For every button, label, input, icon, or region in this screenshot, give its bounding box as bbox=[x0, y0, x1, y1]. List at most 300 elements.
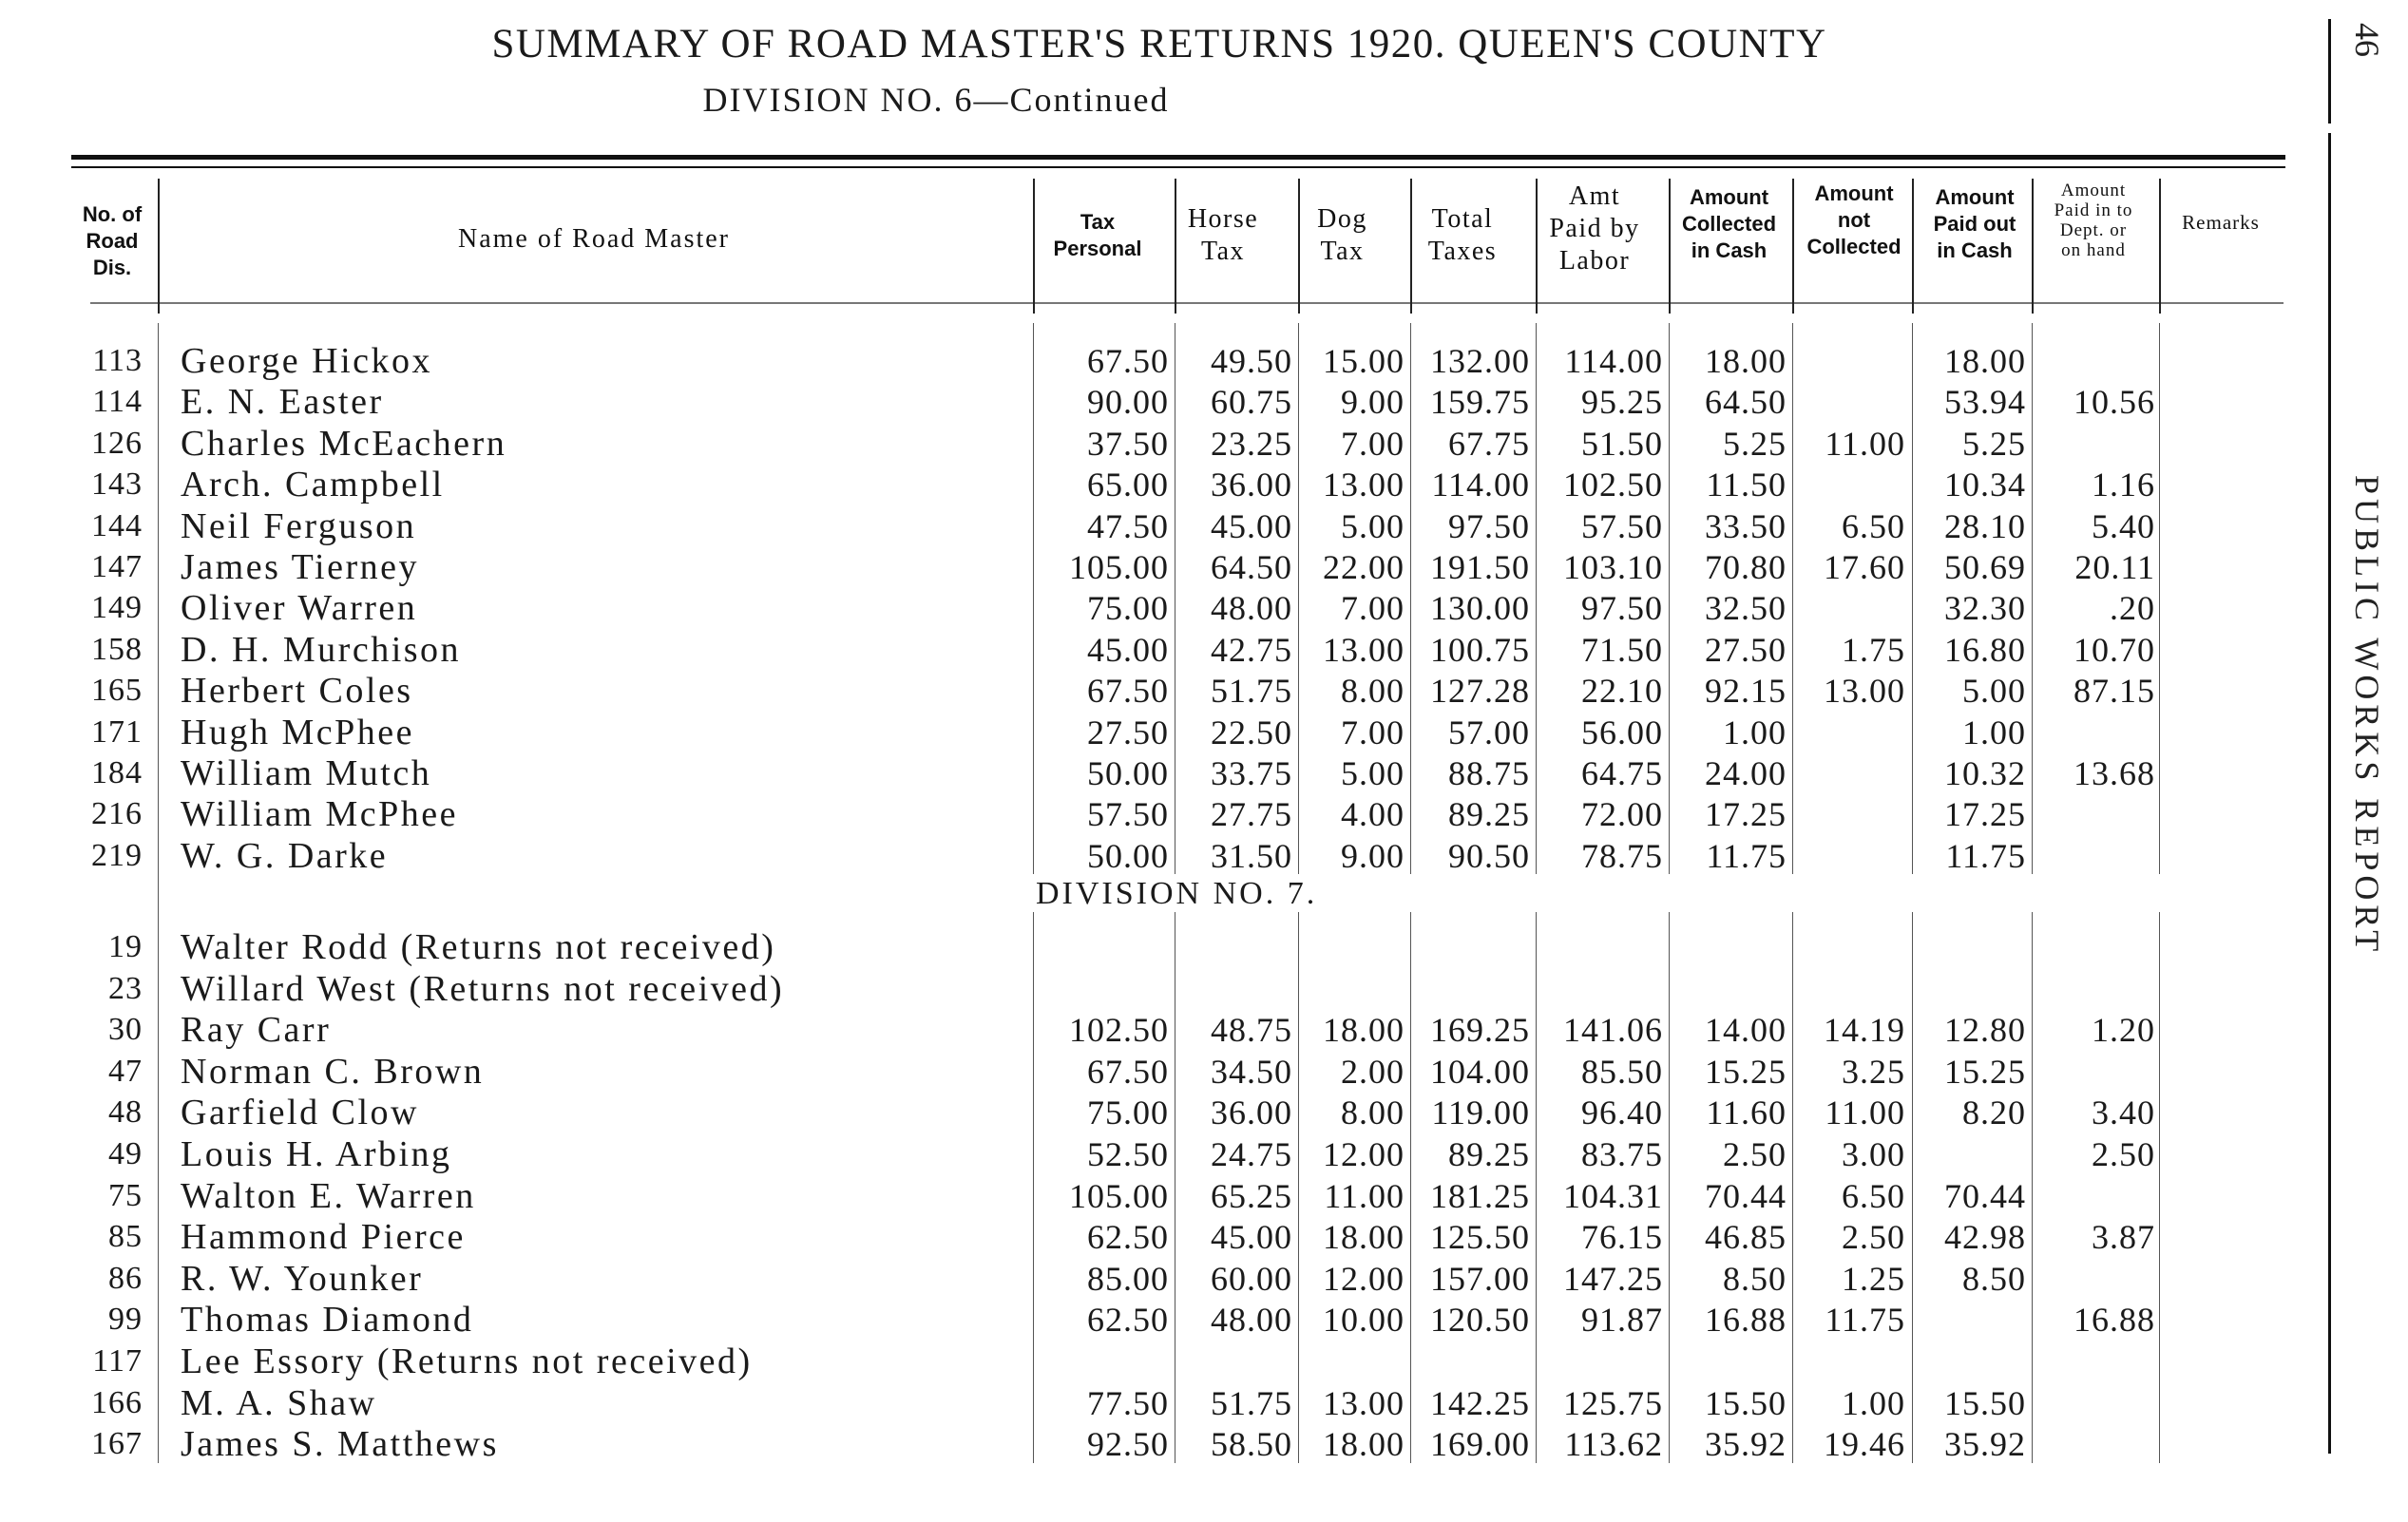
cell-dt: 22.00 bbox=[1323, 548, 1405, 586]
column-rule bbox=[1912, 179, 1914, 314]
cell-lab: 96.40 bbox=[1581, 1094, 1663, 1132]
table-row bbox=[0, 793, 2281, 835]
cell-po: 32.30 bbox=[1944, 589, 2026, 628]
road-district-number: 184 bbox=[91, 755, 143, 790]
table-row bbox=[0, 546, 2281, 588]
cell-lab: 56.00 bbox=[1581, 713, 1663, 751]
cell-tt: 157.00 bbox=[1430, 1259, 1530, 1298]
table-row bbox=[0, 670, 2281, 712]
col-header-total-taxes bbox=[1402, 203, 1523, 268]
cell-lab: 76.15 bbox=[1581, 1218, 1663, 1257]
cell-col: 11.75 bbox=[1706, 836, 1787, 875]
road-master-name: Ray Carr bbox=[181, 1010, 332, 1051]
cell-tp: 50.00 bbox=[1087, 836, 1169, 875]
cell-col: 15.50 bbox=[1705, 1383, 1787, 1422]
cell-col: 14.00 bbox=[1705, 1011, 1787, 1050]
table-row bbox=[0, 1216, 2281, 1258]
cell-tt: 132.00 bbox=[1430, 342, 1530, 380]
col-header-line: Amount bbox=[1689, 185, 1769, 209]
cell-po: 50.69 bbox=[1944, 548, 2026, 586]
table-row bbox=[0, 629, 2281, 671]
cell-dt: 5.00 bbox=[1341, 506, 1405, 545]
cell-dt: 12.00 bbox=[1323, 1135, 1405, 1173]
cell-po: 15.25 bbox=[1944, 1052, 2026, 1091]
road-district-number: 117 bbox=[92, 1343, 143, 1379]
road-district-number: 86 bbox=[108, 1260, 143, 1296]
col-header-line: on hand bbox=[2061, 240, 2126, 260]
cell-tp: 77.50 bbox=[1087, 1383, 1169, 1422]
cell-dt: 13.00 bbox=[1323, 1383, 1405, 1422]
cell-tp: 67.50 bbox=[1087, 672, 1169, 711]
cell-lab: 141.06 bbox=[1563, 1011, 1663, 1050]
cell-col: 46.85 bbox=[1705, 1218, 1787, 1257]
cell-dep: 87.15 bbox=[2074, 672, 2155, 711]
cell-col: 32.50 bbox=[1705, 589, 1787, 628]
cell-dt: 10.00 bbox=[1323, 1301, 1405, 1340]
col-header-line: Tax bbox=[1080, 210, 1116, 234]
col-header-line: Amount bbox=[1935, 185, 2015, 209]
cell-tp: 90.00 bbox=[1087, 383, 1169, 422]
cell-po: 10.34 bbox=[1944, 466, 2026, 504]
col-header-line: Dog bbox=[1317, 204, 1367, 234]
road-district-number: 165 bbox=[91, 673, 143, 709]
cell-lab: 51.50 bbox=[1581, 424, 1663, 463]
cell-tt: 169.00 bbox=[1430, 1425, 1530, 1464]
cell-nc: 11.00 bbox=[1825, 1094, 1905, 1132]
road-district-number: 158 bbox=[91, 631, 143, 667]
col-header-line: Amount bbox=[2060, 181, 2127, 200]
side-rule-bottom bbox=[2328, 133, 2331, 1064]
column-rule bbox=[158, 179, 160, 314]
cell-dep: 13.68 bbox=[2074, 754, 2155, 792]
col-header-remarks: Remarks bbox=[2182, 211, 2260, 234]
cell-col: 24.00 bbox=[1705, 754, 1787, 792]
road-district-number: 49 bbox=[108, 1136, 143, 1171]
road-district-number: 166 bbox=[91, 1384, 143, 1420]
cell-po: 8.50 bbox=[1962, 1259, 2026, 1298]
cell-nc: 11.75 bbox=[1825, 1301, 1905, 1340]
cell-dt: 2.00 bbox=[1341, 1052, 1405, 1091]
table-row bbox=[0, 835, 2281, 877]
cell-dep: 10.70 bbox=[2074, 630, 2155, 669]
cell-dep: 20.11 bbox=[2074, 548, 2155, 586]
cell-col: 11.50 bbox=[1706, 466, 1787, 504]
cell-nc: 11.00 bbox=[1825, 424, 1905, 463]
road-district-number: 167 bbox=[91, 1426, 143, 1462]
cell-tp: 27.50 bbox=[1087, 713, 1169, 751]
cell-nc: 6.50 bbox=[1842, 1176, 1905, 1215]
cell-tt: 89.25 bbox=[1448, 795, 1530, 834]
col-header-dis-line: Road bbox=[86, 229, 139, 253]
cell-nc: 19.46 bbox=[1824, 1425, 1905, 1464]
cell-dt: 8.00 bbox=[1341, 1094, 1405, 1132]
road-master-name: Walter Rodd (Returns not received) bbox=[181, 927, 776, 967]
cell-dt: 12.00 bbox=[1323, 1259, 1405, 1298]
header-divider bbox=[90, 302, 2284, 304]
cell-po: 12.80 bbox=[1944, 1011, 2026, 1050]
cell-ht: 60.75 bbox=[1211, 383, 1292, 422]
cell-nc: 13.00 bbox=[1824, 672, 1905, 711]
cell-dep: 1.20 bbox=[2092, 1011, 2155, 1050]
road-district-number: 99 bbox=[108, 1302, 143, 1338]
table-row bbox=[0, 464, 2281, 505]
cell-dt: 7.00 bbox=[1341, 713, 1405, 751]
table-row bbox=[0, 381, 2281, 423]
cell-dt: 18.00 bbox=[1323, 1218, 1405, 1257]
road-master-name: Louis H. Arbing bbox=[181, 1134, 452, 1174]
col-header-line: Collected bbox=[1681, 212, 1777, 236]
cell-nc: 6.50 bbox=[1842, 506, 1905, 545]
table-row bbox=[0, 1299, 2281, 1341]
cell-lab: 95.25 bbox=[1581, 383, 1663, 422]
table-row bbox=[0, 968, 2281, 1010]
road-district-number: 30 bbox=[108, 1012, 143, 1048]
col-header-line: Dept. or bbox=[2059, 220, 2128, 240]
col-header-line: Tax bbox=[1200, 237, 1246, 266]
road-district-number: 144 bbox=[91, 507, 143, 543]
header-rule-top bbox=[71, 155, 2285, 160]
cell-dt: 7.00 bbox=[1341, 424, 1405, 463]
road-district-number: 19 bbox=[108, 929, 143, 964]
cell-tp: 37.50 bbox=[1087, 424, 1169, 463]
road-district-number: 219 bbox=[91, 837, 143, 873]
column-rule bbox=[1298, 179, 1300, 314]
cell-nc: 1.25 bbox=[1842, 1259, 1905, 1298]
cell-ht: 51.75 bbox=[1211, 1383, 1292, 1422]
cell-tp: 65.00 bbox=[1087, 466, 1169, 504]
cell-tt: 104.00 bbox=[1430, 1052, 1530, 1091]
cell-po: 11.75 bbox=[1945, 836, 2026, 875]
col-header-amt-paid-labor bbox=[1528, 181, 1661, 277]
cell-tp: 62.50 bbox=[1087, 1301, 1169, 1340]
cell-ht: 23.25 bbox=[1211, 424, 1292, 463]
cell-dt: 18.00 bbox=[1323, 1425, 1405, 1464]
cell-dt: 15.00 bbox=[1323, 342, 1405, 380]
cell-ht: 48.75 bbox=[1211, 1011, 1292, 1050]
col-header-dis-line: Dis. bbox=[92, 256, 132, 279]
cell-tt: 119.00 bbox=[1431, 1094, 1530, 1132]
road-master-name: Oliver Warren bbox=[181, 588, 418, 629]
cell-po: 35.92 bbox=[1944, 1425, 2026, 1464]
table-row bbox=[0, 587, 2281, 629]
cell-dt: 13.00 bbox=[1323, 630, 1405, 669]
cell-col: 33.50 bbox=[1705, 506, 1787, 545]
cell-ht: 27.75 bbox=[1211, 795, 1292, 834]
table-row bbox=[0, 505, 2281, 547]
cell-po: 5.00 bbox=[1962, 672, 2026, 711]
cell-ht: 42.75 bbox=[1211, 630, 1292, 669]
road-district-number: 143 bbox=[91, 466, 143, 503]
cell-tt: 181.25 bbox=[1430, 1176, 1530, 1215]
cell-ht: 64.50 bbox=[1211, 548, 1292, 586]
cell-lab: 114.00 bbox=[1564, 342, 1663, 380]
col-header-line: Horse bbox=[1187, 204, 1259, 234]
road-master-name: Lee Essory (Returns not received) bbox=[181, 1341, 753, 1381]
table-row bbox=[0, 926, 2281, 968]
cell-lab: 57.50 bbox=[1581, 506, 1663, 545]
cell-tt: 90.50 bbox=[1448, 836, 1530, 875]
col-header-line: Collected bbox=[1806, 235, 1902, 258]
cell-ht: 34.50 bbox=[1211, 1052, 1292, 1091]
road-master-name: D. H. Murchison bbox=[181, 629, 462, 670]
col-header-line: Paid out bbox=[1933, 212, 2016, 236]
column-rule bbox=[1410, 179, 1412, 314]
cell-tt: 191.50 bbox=[1430, 548, 1530, 586]
road-district-number: 149 bbox=[91, 590, 143, 626]
cell-po: 8.20 bbox=[1962, 1094, 2026, 1132]
cell-dt: 9.00 bbox=[1341, 383, 1405, 422]
cell-nc: 17.60 bbox=[1824, 548, 1905, 586]
road-master-name: Willard West (Returns not received) bbox=[181, 968, 785, 1009]
col-header-line: Personal bbox=[1053, 237, 1142, 260]
road-master-name: William Mutch bbox=[181, 753, 432, 793]
col-header-line: Tax bbox=[1320, 237, 1365, 266]
cell-tp: 67.50 bbox=[1087, 342, 1169, 380]
column-rule bbox=[1175, 179, 1176, 314]
road-district-number: 75 bbox=[108, 1177, 143, 1213]
cell-col: 2.50 bbox=[1723, 1135, 1787, 1173]
cell-tp: 57.50 bbox=[1087, 795, 1169, 834]
road-master-name: Thomas Diamond bbox=[181, 1300, 474, 1341]
cell-tt: 127.28 bbox=[1430, 672, 1530, 711]
cell-ht: 48.00 bbox=[1211, 1301, 1292, 1340]
cell-dep: 2.50 bbox=[2092, 1135, 2155, 1173]
cell-col: 15.25 bbox=[1705, 1052, 1787, 1091]
road-district-number: 85 bbox=[108, 1219, 143, 1255]
cell-lab: 104.31 bbox=[1563, 1176, 1663, 1215]
table-row bbox=[0, 1009, 2281, 1051]
road-district-number: 171 bbox=[91, 713, 143, 750]
cell-tp: 45.00 bbox=[1087, 630, 1169, 669]
cell-ht: 65.25 bbox=[1211, 1176, 1292, 1215]
cell-ht: 60.00 bbox=[1211, 1259, 1292, 1298]
road-master-name: W. G. Darke bbox=[181, 835, 389, 876]
cell-tp: 75.00 bbox=[1087, 1094, 1169, 1132]
page-number: 46 bbox=[2348, 23, 2386, 57]
table-row bbox=[0, 752, 2281, 794]
cell-nc: 3.25 bbox=[1842, 1052, 1905, 1091]
cell-lab: 125.75 bbox=[1563, 1383, 1663, 1422]
cell-dt: 8.00 bbox=[1341, 672, 1405, 711]
cell-tt: 120.50 bbox=[1430, 1301, 1530, 1340]
cell-dt: 4.00 bbox=[1341, 795, 1405, 834]
cell-dt: 9.00 bbox=[1341, 836, 1405, 875]
road-master-name: Garfield Clow bbox=[181, 1093, 419, 1133]
cell-ht: 45.00 bbox=[1211, 1218, 1292, 1257]
side-rule-lower bbox=[2328, 1064, 2331, 1454]
side-rule-top bbox=[2328, 19, 2331, 124]
cell-tt: 142.25 bbox=[1430, 1383, 1530, 1422]
cell-lab: 83.75 bbox=[1581, 1135, 1663, 1173]
table-row bbox=[0, 423, 2281, 465]
cell-col: 27.50 bbox=[1705, 630, 1787, 669]
road-master-name: Hugh McPhee bbox=[181, 712, 414, 752]
cell-ht: 36.00 bbox=[1211, 1094, 1292, 1132]
cell-po: 53.94 bbox=[1944, 383, 2026, 422]
road-master-name: Hammond Pierce bbox=[181, 1217, 466, 1258]
cell-tt: 57.00 bbox=[1448, 713, 1530, 751]
table-row bbox=[0, 1133, 2281, 1175]
col-header-amount-not-collected bbox=[1796, 181, 1912, 260]
cell-nc: 1.75 bbox=[1842, 630, 1905, 669]
col-header-dog-tax bbox=[1288, 203, 1397, 268]
cell-tt: 169.25 bbox=[1430, 1011, 1530, 1050]
cell-lab: 22.10 bbox=[1581, 672, 1663, 711]
col-header-line: Amount bbox=[1814, 181, 1894, 205]
cell-dt: 7.00 bbox=[1341, 589, 1405, 628]
column-rule bbox=[1792, 179, 1794, 314]
cell-tp: 92.50 bbox=[1087, 1425, 1169, 1464]
cell-lab: 147.25 bbox=[1563, 1259, 1663, 1298]
road-master-name: Arch. Campbell bbox=[181, 465, 445, 505]
cell-col: 64.50 bbox=[1705, 383, 1787, 422]
road-district-number: 147 bbox=[91, 549, 143, 584]
table-row bbox=[0, 1382, 2281, 1424]
cell-lab: 78.75 bbox=[1581, 836, 1663, 875]
cell-tt: 159.75 bbox=[1430, 383, 1530, 422]
cell-ht: 58.50 bbox=[1211, 1425, 1292, 1464]
cell-dt: 11.00 bbox=[1324, 1176, 1405, 1215]
cell-po: 1.00 bbox=[1962, 713, 2026, 751]
cell-po: 18.00 bbox=[1944, 342, 2026, 380]
cell-ht: 33.75 bbox=[1211, 754, 1292, 792]
cell-po: 10.32 bbox=[1944, 754, 2026, 792]
cell-po: 5.25 bbox=[1962, 424, 2026, 463]
cell-col: 35.92 bbox=[1705, 1425, 1787, 1464]
cell-dep: 16.88 bbox=[2074, 1301, 2155, 1340]
column-rule bbox=[2032, 179, 2034, 314]
cell-nc: 1.00 bbox=[1842, 1383, 1905, 1422]
col-header-amount-collected bbox=[1665, 184, 1793, 264]
cell-tt: 89.25 bbox=[1448, 1135, 1530, 1173]
cell-col: 5.25 bbox=[1723, 424, 1787, 463]
cell-tt: 114.00 bbox=[1431, 466, 1530, 504]
road-master-name: James S. Matthews bbox=[181, 1424, 499, 1465]
road-master-name: M. A. Shaw bbox=[181, 1382, 377, 1423]
cell-dep: .20 bbox=[2110, 589, 2155, 628]
cell-tp: 105.00 bbox=[1069, 548, 1169, 586]
road-master-name: James Tierney bbox=[181, 547, 419, 587]
table-row bbox=[0, 1258, 2281, 1300]
col-header-name: Name of Road Master bbox=[457, 224, 731, 254]
cell-tt: 67.75 bbox=[1448, 424, 1530, 463]
road-master-name: George Hickox bbox=[181, 341, 433, 381]
cell-nc: 3.00 bbox=[1842, 1135, 1905, 1173]
column-rule bbox=[2159, 179, 2161, 314]
cell-dt: 13.00 bbox=[1323, 466, 1405, 504]
col-header-line: Labor bbox=[1558, 246, 1631, 276]
table-row bbox=[0, 1423, 2281, 1465]
side-title: PUBLIC WORKS REPORT bbox=[2348, 475, 2386, 957]
cell-tp: 102.50 bbox=[1069, 1011, 1169, 1050]
col-header-line: Paid by bbox=[1549, 214, 1640, 243]
col-header-horse-tax bbox=[1161, 203, 1285, 268]
cell-lab: 102.50 bbox=[1563, 466, 1663, 504]
cell-ht: 24.75 bbox=[1211, 1135, 1292, 1173]
road-master-name: Neil Ferguson bbox=[181, 505, 417, 546]
cell-col: 17.25 bbox=[1705, 795, 1787, 834]
table-row bbox=[0, 712, 2281, 753]
col-header-dis-line: No. of bbox=[82, 202, 143, 226]
page-title: SUMMARY OF ROAD MASTER'S RETURNS 1920. QUEEN'S COUNTY bbox=[491, 22, 1827, 67]
road-master-name: E. N. Easter bbox=[181, 382, 384, 423]
cell-tt: 97.50 bbox=[1448, 506, 1530, 545]
column-rule bbox=[1536, 179, 1538, 314]
cell-lab: 91.87 bbox=[1581, 1301, 1663, 1340]
cell-tt: 100.75 bbox=[1430, 630, 1530, 669]
cell-col: 16.88 bbox=[1705, 1301, 1787, 1340]
road-district-number: 48 bbox=[108, 1094, 143, 1131]
cell-po: 16.80 bbox=[1944, 630, 2026, 669]
road-district-number: 113 bbox=[92, 343, 143, 378]
cell-tt: 125.50 bbox=[1430, 1218, 1530, 1257]
cell-ht: 31.50 bbox=[1211, 836, 1292, 875]
cell-po: 42.98 bbox=[1944, 1218, 2026, 1257]
cell-tp: 50.00 bbox=[1087, 754, 1169, 792]
cell-col: 70.44 bbox=[1705, 1176, 1787, 1215]
road-master-name: William McPhee bbox=[181, 794, 459, 835]
cell-dep: 1.16 bbox=[2092, 466, 2155, 504]
road-district-number: 47 bbox=[108, 1053, 143, 1089]
cell-tp: 52.50 bbox=[1087, 1135, 1169, 1173]
cell-ht: 45.00 bbox=[1211, 506, 1292, 545]
cell-tp: 62.50 bbox=[1087, 1218, 1169, 1257]
cell-lab: 64.75 bbox=[1581, 754, 1663, 792]
table-row bbox=[0, 1092, 2281, 1133]
road-master-name: Walton E. Warren bbox=[181, 1175, 476, 1216]
cell-dt: 5.00 bbox=[1341, 754, 1405, 792]
table-row bbox=[0, 1175, 2281, 1217]
cell-dep: 10.56 bbox=[2074, 383, 2155, 422]
cell-ht: 48.00 bbox=[1211, 589, 1292, 628]
cell-dep: 3.40 bbox=[2092, 1094, 2155, 1132]
cell-po: 15.50 bbox=[1944, 1383, 2026, 1422]
cell-col: 1.00 bbox=[1723, 713, 1787, 751]
cell-tp: 75.00 bbox=[1087, 589, 1169, 628]
cell-col: 92.15 bbox=[1705, 672, 1787, 711]
col-header-line: not bbox=[1837, 208, 1871, 232]
division-subtitle: DIVISION NO. 6—Continued bbox=[702, 81, 1170, 119]
col-header-tax-personal bbox=[1036, 209, 1159, 262]
cell-lab: 113.62 bbox=[1564, 1425, 1663, 1464]
column-rule bbox=[1669, 179, 1671, 314]
table-row bbox=[0, 1341, 2281, 1382]
column-rule bbox=[1033, 179, 1035, 314]
cell-ht: 51.75 bbox=[1211, 672, 1292, 711]
cell-lab: 85.50 bbox=[1581, 1052, 1663, 1091]
col-header-dis bbox=[74, 201, 150, 281]
table-row bbox=[0, 340, 2281, 382]
cell-col: 70.80 bbox=[1705, 548, 1787, 586]
col-header-amount-paid-out bbox=[1918, 184, 2032, 264]
road-master-name: R. W. Younker bbox=[181, 1258, 424, 1299]
cell-tp: 105.00 bbox=[1069, 1176, 1169, 1215]
header-rule-bottom bbox=[71, 166, 2285, 168]
col-header-line: in Cash bbox=[1937, 238, 2013, 262]
col-header-line: Paid in to bbox=[2054, 200, 2133, 220]
col-header-line: Amt bbox=[1568, 181, 1621, 211]
cell-dep: 3.87 bbox=[2092, 1218, 2155, 1257]
cell-ht: 36.00 bbox=[1211, 466, 1292, 504]
cell-tt: 88.75 bbox=[1448, 754, 1530, 792]
cell-tp: 85.00 bbox=[1087, 1259, 1169, 1298]
cell-tt: 130.00 bbox=[1430, 589, 1530, 628]
road-district-number: 23 bbox=[108, 970, 143, 1006]
col-header-line: in Cash bbox=[1691, 238, 1768, 262]
road-master-name: Herbert Coles bbox=[181, 671, 413, 712]
road-master-name: Norman C. Brown bbox=[181, 1051, 485, 1092]
cell-tp: 67.50 bbox=[1087, 1052, 1169, 1091]
